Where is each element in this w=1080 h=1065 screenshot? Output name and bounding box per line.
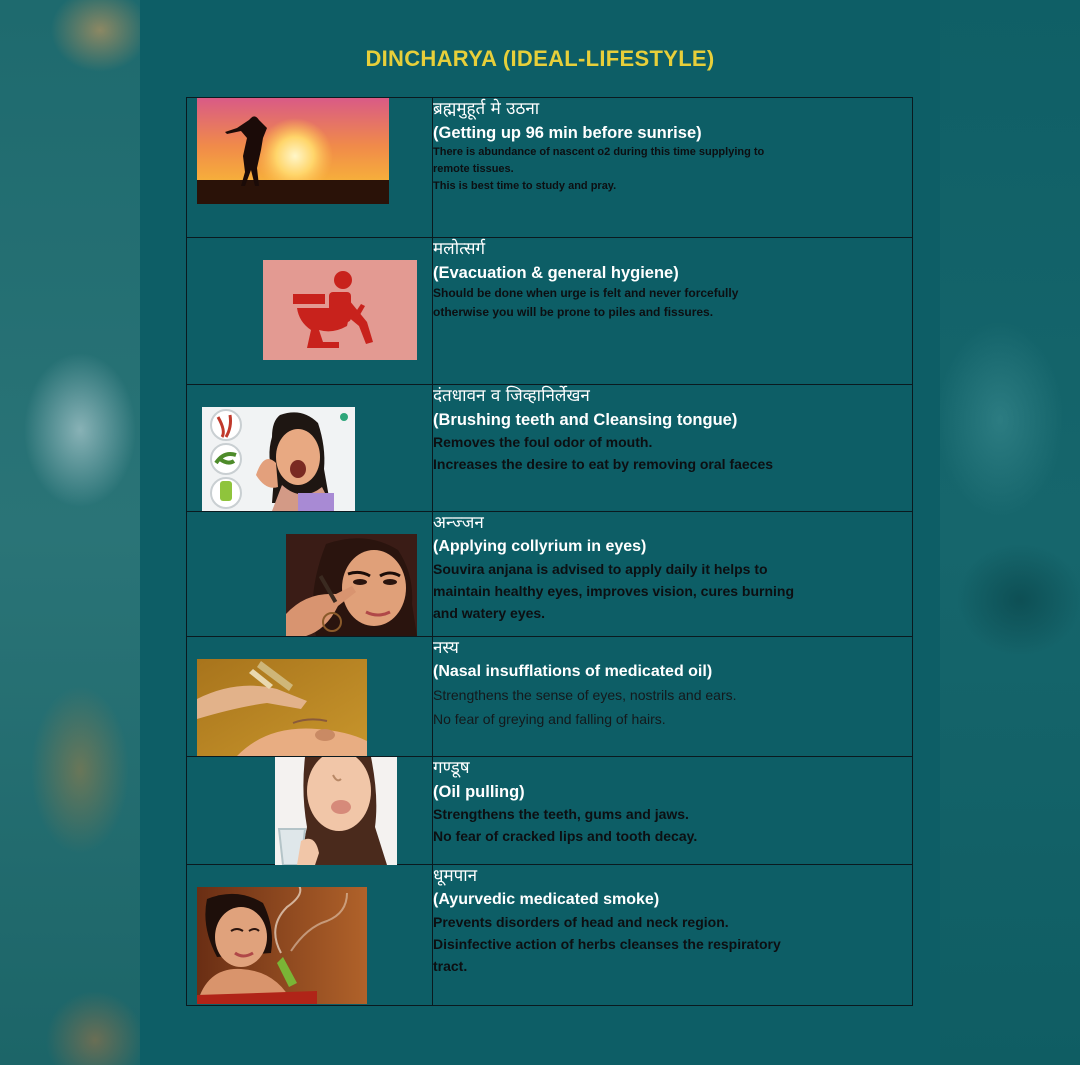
row-description: Strengthens the sense of eyes, nostrils and ears. No fear of greying and falling of hairs. <box>433 687 737 727</box>
blurred-background-right <box>940 0 1080 1065</box>
oil-pulling-image <box>275 757 397 865</box>
applying-kajal-image <box>286 534 417 636</box>
row-hindi-title: धूमपान <box>433 866 478 886</box>
table-row <box>187 865 913 1006</box>
table-row <box>187 637 913 757</box>
row-english-title: (Oil pulling) <box>433 783 525 801</box>
nasal-drops-image <box>197 659 367 756</box>
table-row <box>187 98 913 238</box>
row-description: There is abundance of nascent o2 during this time supplying to remote tissues. This is best time to study and pray. <box>433 146 765 192</box>
table-row <box>187 238 913 385</box>
page-title: DINCHARYA (IDEAL-LIFESTYLE) <box>365 46 715 71</box>
row-hindi-title: मलोत्सर्ग <box>433 239 486 259</box>
row-english-title: (Nasal insufflations of medicated oil) <box>433 663 713 680</box>
sunrise-silhouette-image <box>197 98 389 204</box>
row-description: Should be done when urge is felt and never forcefully otherwise you will be prone to piles and fissures. <box>433 286 739 319</box>
row-english-title: (Ayurvedic medicated smoke) <box>433 891 660 908</box>
table-row <box>187 512 913 637</box>
row-hindi-title: गण्डूष <box>433 758 470 778</box>
row-description: Removes the foul odor of mouth. Increases the desire to eat by removing oral faeces <box>433 434 774 472</box>
row-english-title: (Brushing teeth and Cleansing tongue) <box>433 411 738 429</box>
row-hindi-title: नस्य <box>433 638 459 658</box>
tongue-cleaning-image <box>202 407 355 511</box>
row-hindi-title: ब्रह्ममुहूर्त मे उठना <box>433 99 540 119</box>
herbal-smoke-image <box>197 887 367 1004</box>
lifestyle-table <box>186 97 913 1006</box>
row-description: Strengthens the teeth, gums and jaws. No fear of cracked lips and tooth decay. <box>433 806 698 844</box>
blurred-background-left <box>0 0 140 1065</box>
row-description: Souvira anjana is advised to apply daily it helps to maintain healthy eyes, improves vision, cures burning and watery eyes. <box>433 561 794 621</box>
row-english-title: (Getting up 96 min before sunrise) <box>433 124 702 142</box>
table-row <box>187 757 913 865</box>
row-hindi-title: अन्ज्जन <box>433 513 484 533</box>
table-row <box>187 385 913 512</box>
row-description: Prevents disorders of head and neck region. Disinfective action of herbs cleanses the respiratory tract. <box>433 914 781 974</box>
row-english-title: (Applying collyrium in eyes) <box>433 538 647 555</box>
row-english-title: (Evacuation & general hygiene) <box>433 264 679 282</box>
toilet-icon-image <box>263 260 417 360</box>
row-hindi-title: दंतधावन व जिव्हानिर्लेखन <box>433 386 590 406</box>
